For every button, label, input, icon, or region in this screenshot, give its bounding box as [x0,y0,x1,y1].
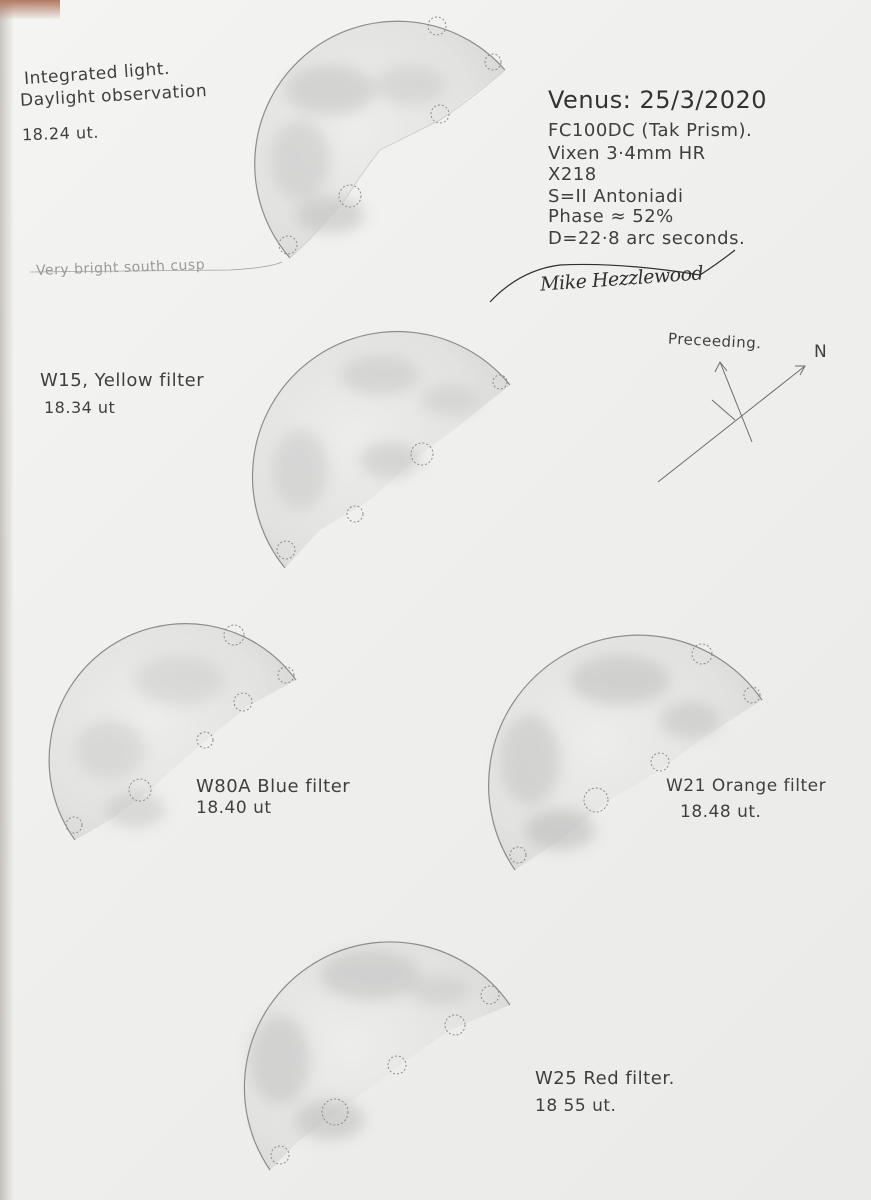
venus-disc-integrated [30,17,505,272]
cross-line [712,400,735,420]
w15-time: 18.34 ut [44,398,116,417]
w80a-label: W80A Blue filter [196,776,351,797]
magnification-note: X218 [548,164,597,185]
preceding-arrow-line [720,362,752,442]
preceding-arrowhead-icon [715,362,727,372]
w25-label: W25 Red filter. [535,1068,675,1089]
venus-disc-w25 [244,942,510,1170]
w21-label: W21 Orange filter [666,776,827,796]
seeing-note: S=II Antoniadi [548,186,684,207]
w15-label: W15, Yellow filter [40,370,205,391]
integrated-title: Integrated light. [23,58,171,90]
north-label: N [814,342,828,362]
w21-time: 18.48 ut. [680,802,762,822]
venus-disc-w21 [489,635,762,870]
w80a-time: 18.40 ut [196,798,272,818]
telescope-note: FC100DC (Tak Prism). [548,120,753,141]
eyepiece-note: Vixen 3·4mm HR [548,143,706,164]
north-arrow-line [658,366,805,482]
w25-time: 18 55 ut. [535,1096,617,1116]
phase-note: Phase ≈ 52% [548,206,674,227]
preceding-label: Preceeding. [667,329,762,353]
observer-signature: Mike Hezzlewood [539,262,704,296]
venus-disc-w15 [253,332,510,568]
observation-title: Venus: 25/3/2020 [548,86,768,114]
cusp-annotation: Very bright south cusp [35,257,206,279]
integrated-time: 18.24 ut. [21,122,100,145]
integrated-daylight: Daylight observation [19,81,208,111]
diameter-note: D=22·8 arc seconds. [548,228,746,249]
orientation-diagram [658,362,805,482]
